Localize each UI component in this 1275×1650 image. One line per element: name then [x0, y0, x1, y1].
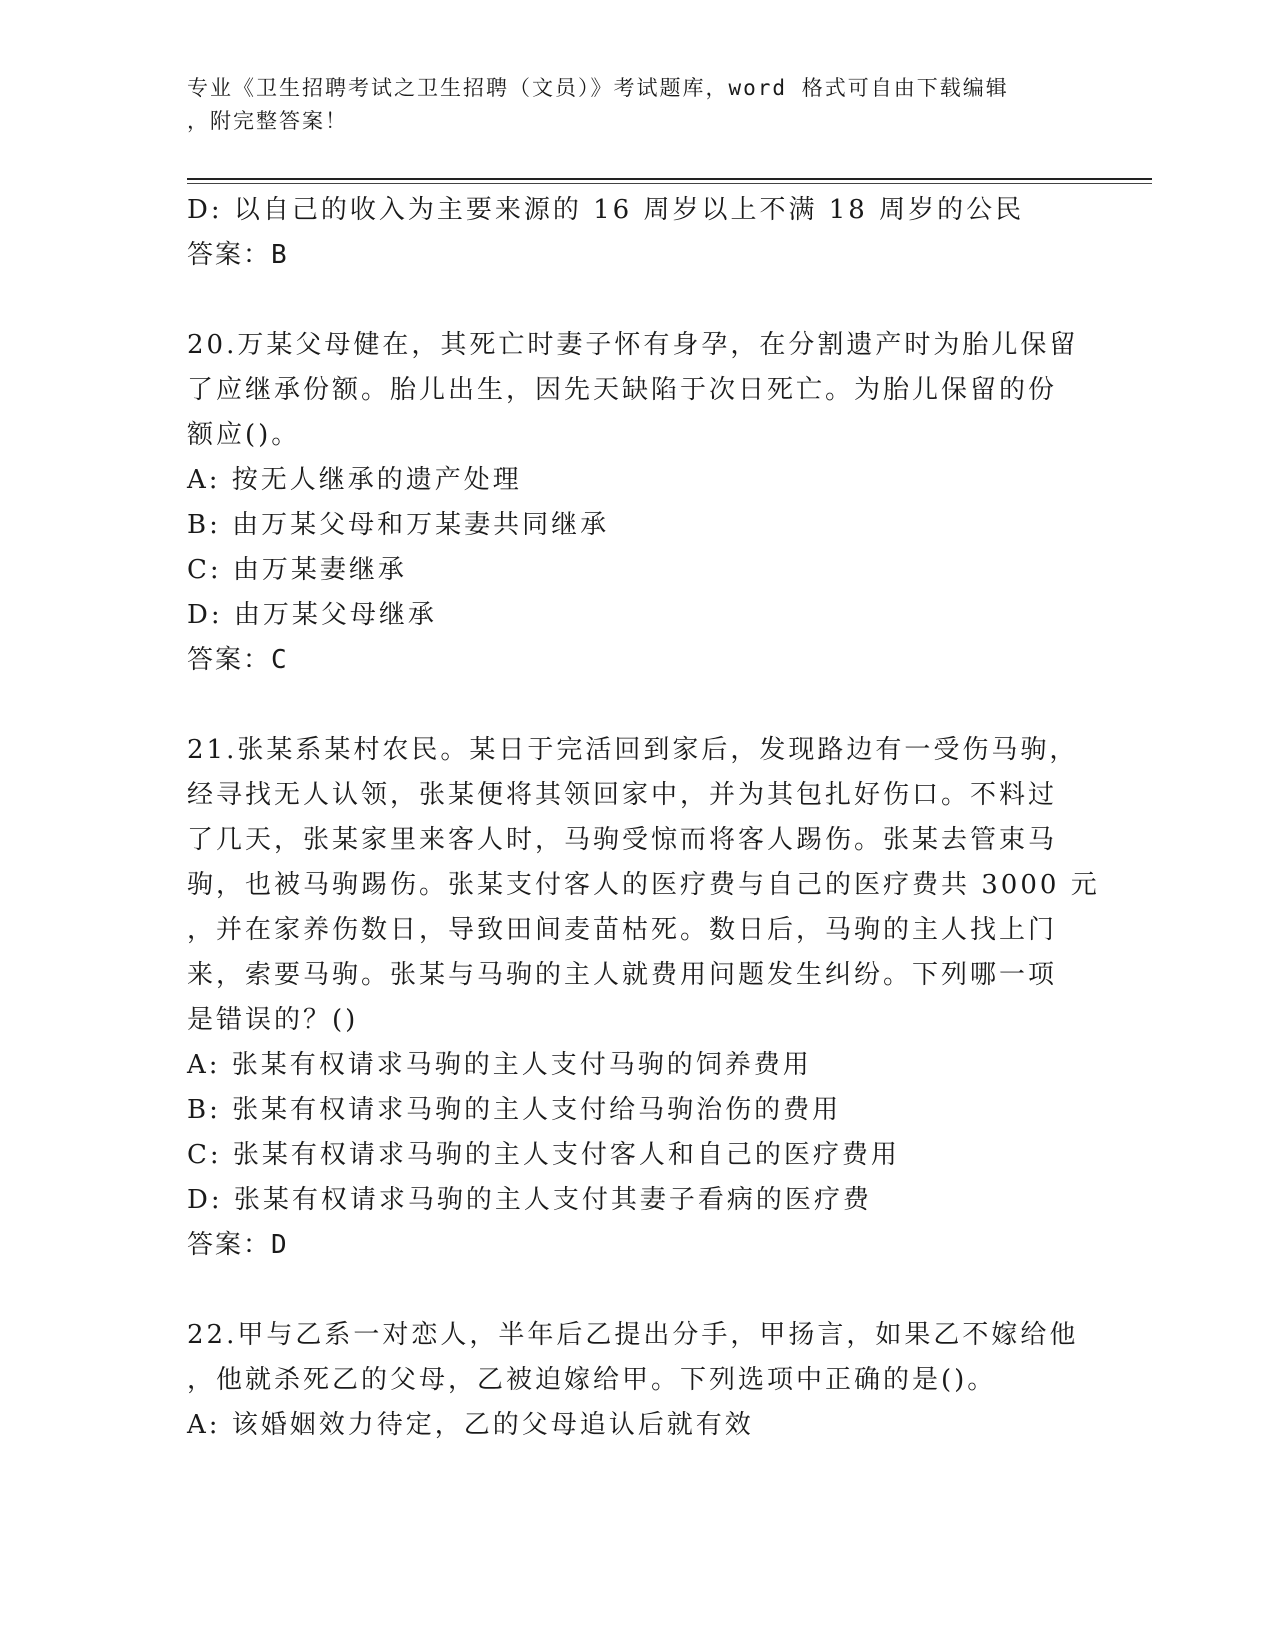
page-header — [187, 72, 1067, 138]
spacer — [187, 278, 1087, 323]
header-line-2: ，附完整答案！ — [187, 109, 348, 133]
spacer — [187, 1268, 1087, 1313]
question-20-option-a: A: 按无人继承的遗产处理 — [187, 465, 522, 495]
question-20 — [187, 323, 1087, 683]
header-line-1: 专业《卫生招聘考试之卫生招聘（文员）》考试题库，word 格式可自由下载编辑 — [187, 76, 1009, 100]
question-22-line-1: 22.甲与乙系一对恋人，半年后乙提出分手，甲扬言，如果乙不嫁给他 — [187, 1320, 1079, 1350]
question-21-option-c: C: 张某有权请求马驹的主人支付客人和自己的医疗费用 — [187, 1140, 900, 1170]
question-20-option-b: B: 由万某父母和万某妻共同继承 — [187, 510, 610, 540]
question-20-line-1: 20.万某父母健在，其死亡时妻子怀有身孕，在分割遗产时为胎儿保留 — [187, 330, 1079, 360]
prev-option-d: D: 以自己的收入为主要来源的 16 周岁以上不满 18 周岁的公民 — [187, 195, 1025, 225]
question-21-option-a: A: 张某有权请求马驹的主人支付马驹的饲养费用 — [187, 1050, 812, 1080]
question-22 — [187, 1313, 1087, 1448]
prev-answer: 答案：B — [187, 240, 289, 270]
question-21-line-1: 21.张某系某村农民。某日于完活回到家后，发现路边有一受伤马驹， — [187, 735, 1079, 765]
question-20-line-3: 额应()。 — [187, 420, 301, 450]
question-20-line-2: 了应继承份额。胎儿出生，因先天缺陷于次日死亡。为胎儿保留的份 — [187, 375, 1058, 405]
question-21-option-d: D: 张某有权请求马驹的主人支付其妻子看病的医疗费 — [187, 1185, 872, 1215]
question-21 — [187, 728, 1100, 1268]
question-21-line-6: 来，索要马驹。张某与马驹的主人就费用问题发生纠纷。下列哪一项 — [187, 960, 1058, 990]
question-20-option-d: D: 由万某父母继承 — [187, 600, 437, 630]
question-20-answer: 答案：C — [187, 645, 289, 675]
question-21-option-b: B: 张某有权请求马驹的主人支付给马驹治伤的费用 — [187, 1095, 842, 1125]
header-rule-thin — [187, 183, 1152, 184]
question-21-line-4: 驹，也被马驹踢伤。张某支付客人的医疗费与自己的医疗费共 3000 元 — [187, 870, 1100, 900]
header-rule-thick — [187, 178, 1152, 180]
question-21-line-7: 是错误的？() — [187, 1005, 359, 1035]
question-21-answer: 答案：D — [187, 1230, 289, 1260]
question-22-line-2: ，他就杀死乙的父母，乙被迫嫁给甲。下列选项中正确的是()。 — [187, 1365, 997, 1395]
question-22-option-a: A: 该婚姻效力待定，乙的父母追认后就有效 — [187, 1410, 754, 1440]
question-21-line-3: 了几天，张某家里来客人时，马驹受惊而将客人踢伤。张某去管束马 — [187, 825, 1058, 855]
spacer — [187, 683, 1087, 728]
question-21-line-2: 经寻找无人认领，张某便将其领回家中，并为其包扎好伤口。不料过 — [187, 780, 1058, 810]
question-20-option-c: C: 由万某妻继承 — [187, 555, 407, 585]
question-content — [187, 188, 1100, 1448]
question-21-line-5: ，并在家养伤数日，导致田间麦苗枯死。数日后，马驹的主人找上门 — [187, 915, 1058, 945]
